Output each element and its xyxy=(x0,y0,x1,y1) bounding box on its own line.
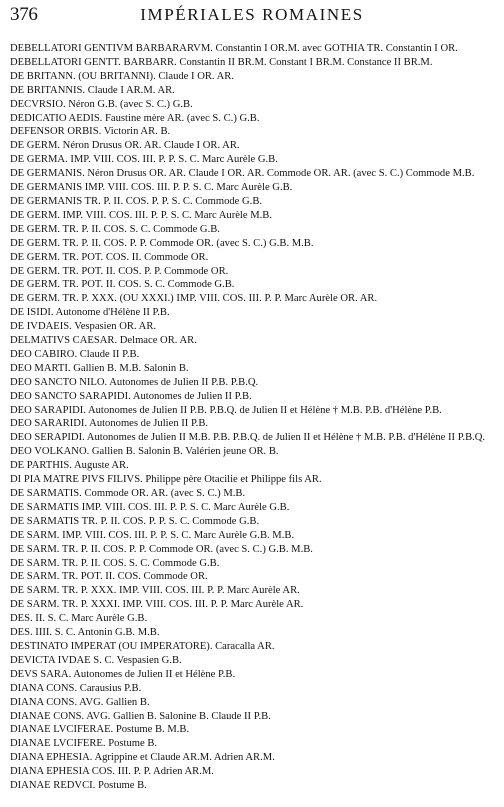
catalogue-entry: DE ISIDI. Autonome d'Hélène II P.B. xyxy=(10,307,170,319)
catalogue-entry: DI PIA MATRE PIVS FILIVS. Philippe père Otacilie et Philippe fils AR. xyxy=(10,474,322,486)
catalogue-entry: DE GERM. TR. POT. II. COS. S. C. Commode G.B. xyxy=(10,279,235,291)
catalogue-entry: DECVRSIO. Néron G.B. (avec S. C.) G.B. xyxy=(10,98,193,110)
catalogue-entry: DIANAE REDVCI. Postume B. xyxy=(10,780,147,792)
catalogue-entries xyxy=(10,42,496,793)
catalogue-entry: DE GERM. TR. P. II. COS. S. C. Commode G.B. xyxy=(10,223,220,235)
catalogue-entry: DE GERMANIS TR. P. II. COS. P. P. S. C. Commode G.B. xyxy=(10,195,263,207)
catalogue-entry: DE SARM. TR. P. XXX. IMP. VIII. COS. III. P. P. Marc Aurèle AR. xyxy=(10,585,300,597)
catalogue-entry: DE GERM. TR. POT. COS. II. Commode OR. xyxy=(10,251,209,263)
catalogue-entry: DEBELLATORI GENTT. BARBARR. Constantin II BR.M. Constant I BR.M. Constance II BR.M. xyxy=(10,56,433,68)
page-number: 376 xyxy=(10,4,38,25)
catalogue-entry: DES. IIII. S. C. Antonin G.B. M.B. xyxy=(10,627,160,639)
catalogue-entry: DE SARM. TR. P. II. COS. S. C. Commode G.B. xyxy=(10,557,220,569)
catalogue-entry: DE PARTHIS. Auguste AR. xyxy=(10,460,129,472)
catalogue-entry: DEO VOLKANO. Gallien B. Salonin B. Valérien jeune OR. B. xyxy=(10,446,279,458)
catalogue-entry: DE GERM. TR. P. XXX. (OU XXXI.) IMP. VIII. COS. III. P. P. Marc Aurèle OR. AR. xyxy=(10,293,378,305)
catalogue-entry: DE IVDAEIS. Vespasien OR. AR. xyxy=(10,321,157,333)
catalogue-entry: DEO SANCTO NILO. Autonomes de Julien II P.B. P.B.Q. xyxy=(10,376,259,388)
catalogue-entry: DE SARM. TR. P. XXXI. IMP. VIII. COS. III. P. P. Marc Aurèle AR. xyxy=(10,599,304,611)
catalogue-entry: DE SARM. TR. P. II. COS. P. P. Commode OR. (avec S. C.) G.B. M.B. xyxy=(10,543,313,555)
catalogue-entry: DE GERMANIS. Néron Drusus OR. AR. Claude I OR. AR. Commode OR. AR. (avec S. C.) Commode M.B. xyxy=(10,168,475,180)
page-header xyxy=(10,4,494,26)
catalogue-entry: DE BRITANNIS. Claude I AR.M. AR. xyxy=(10,84,175,96)
catalogue-entry: DE SARMATIS IMP. VIII. COS. III. P. P. S. C. Marc Aurèle G.B. xyxy=(10,501,290,513)
catalogue-entry: DE SARMATIS TR. P. II. COS. P. P. S. C. Commode G.B. xyxy=(10,515,260,527)
catalogue-entry: DE GERM. Néron Drusus OR. AR. Claude I OR. AR. xyxy=(10,140,240,152)
catalogue-entry: DIANA EPHESIA. Agrippine et Claude AR.M. Adrien AR.M. xyxy=(10,752,275,764)
catalogue-entry: DE BRITANN. (OU BRITANNI). Claude I OR. AR. xyxy=(10,70,234,82)
catalogue-entry: DEDICATIO AEDIS. Faustine mère AR. (avec S. C.) G.B. xyxy=(10,112,260,124)
catalogue-entry: DEBELLATORI GENTIVM BARBARARVM. Constantin I OR.M. avec GOTHIA TR. Constantin I OR. xyxy=(10,43,458,54)
catalogue-entry: DE GERMA. IMP. VIII. COS. III. P. P. S. C. Marc Aurèle G.B. xyxy=(10,154,278,166)
catalogue-entry: DEO CABIRO. Claude II P.B. xyxy=(10,348,140,360)
catalogue-entry: DIANA EPHESIA COS. III. P. P. Adrien AR.M. xyxy=(10,766,214,778)
catalogue-entry: DESTINATO IMPERAT (OU IMPERATORE). Caracalla AR. xyxy=(10,640,275,652)
catalogue-entry: DE GERM. TR. POT. II. COS. P. P. Commode OR. xyxy=(10,265,229,277)
catalogue-entry: DE SARM. TR. POT. II. COS. Commode OR. xyxy=(10,571,208,583)
catalogue-entry: DEO SERAPIDI. Autonomes de Julien II M.B. P.B. P.B.Q. de Julien II et Hélène † M.B. P.B. d'Hélène II P.B.Q. xyxy=(10,432,486,444)
catalogue-entry: DEVICTA IVDAE S. C. Vespasien G.B. xyxy=(10,654,182,666)
catalogue-entry: DE SARM. IMP. VIII. COS. III. P. P. S. C. Marc Aurèle G.B. M.B. xyxy=(10,529,295,541)
catalogue-entry: DIANA CONS. Carausius P.B. xyxy=(10,682,142,694)
catalogue-entry: DE GERM. IMP. VIII. COS. III. P. P. S. C. Marc Aurèle M.B. xyxy=(10,209,273,221)
catalogue-entry: DEFENSOR ORBIS. Victorin AR. B. xyxy=(10,126,171,138)
catalogue-entry: DELMATIVS CAESAR. Delmace OR. AR. xyxy=(10,335,197,347)
catalogue-entry: DIANAE CONS. AVG. Gallien B. Salonine B. Claude II P.B. xyxy=(10,710,271,722)
catalogue-entry: DEO SARAPIDI. Autonomes de Julien II P.B. P.B.Q. de Julien II et Hélène † M.B. P.B. d'Hélène P.B. xyxy=(10,404,442,416)
catalogue-entry: DE SARMATIS. Commode OR. AR. (avec S. C.) M.B. xyxy=(10,488,246,499)
catalogue-entry: DEO SANCTO SARAPIDI. Autonomes de Julien II P.B. xyxy=(10,390,252,402)
catalogue-entry: DIANAE LVCIFERE. Postume B. xyxy=(10,738,158,750)
catalogue-entry: DIANAE LVCIFERAE. Postume B. M.B. xyxy=(10,724,190,736)
catalogue-entry: DEVS SARA. Autonomes de Julien II et Hélène P.B. xyxy=(10,668,236,680)
catalogue-entry: DEO MARTI. Gallien B. M.B. Salonin B. xyxy=(10,362,189,374)
running-title: IMPÉRIALES ROMAINES xyxy=(140,5,364,24)
catalogue-entry: DE GERM. TR. P. II. COS. P. P. Commode OR. (avec S. C.) G.B. M.B. xyxy=(10,237,314,249)
catalogue-entry: DEO SARARIDI. Autonomes de Julien II P.B. xyxy=(10,418,209,430)
catalogue-entry: DIANA CONS. AVG. Gallien B. xyxy=(10,696,150,708)
catalogue-entry: DE GERMANIS IMP. VIII. COS. III. P. P. S. C. Marc Aurèle G.B. xyxy=(10,182,293,194)
catalogue-entry: DES. II. S. C. Marc Aurèle G.B. xyxy=(10,613,148,625)
